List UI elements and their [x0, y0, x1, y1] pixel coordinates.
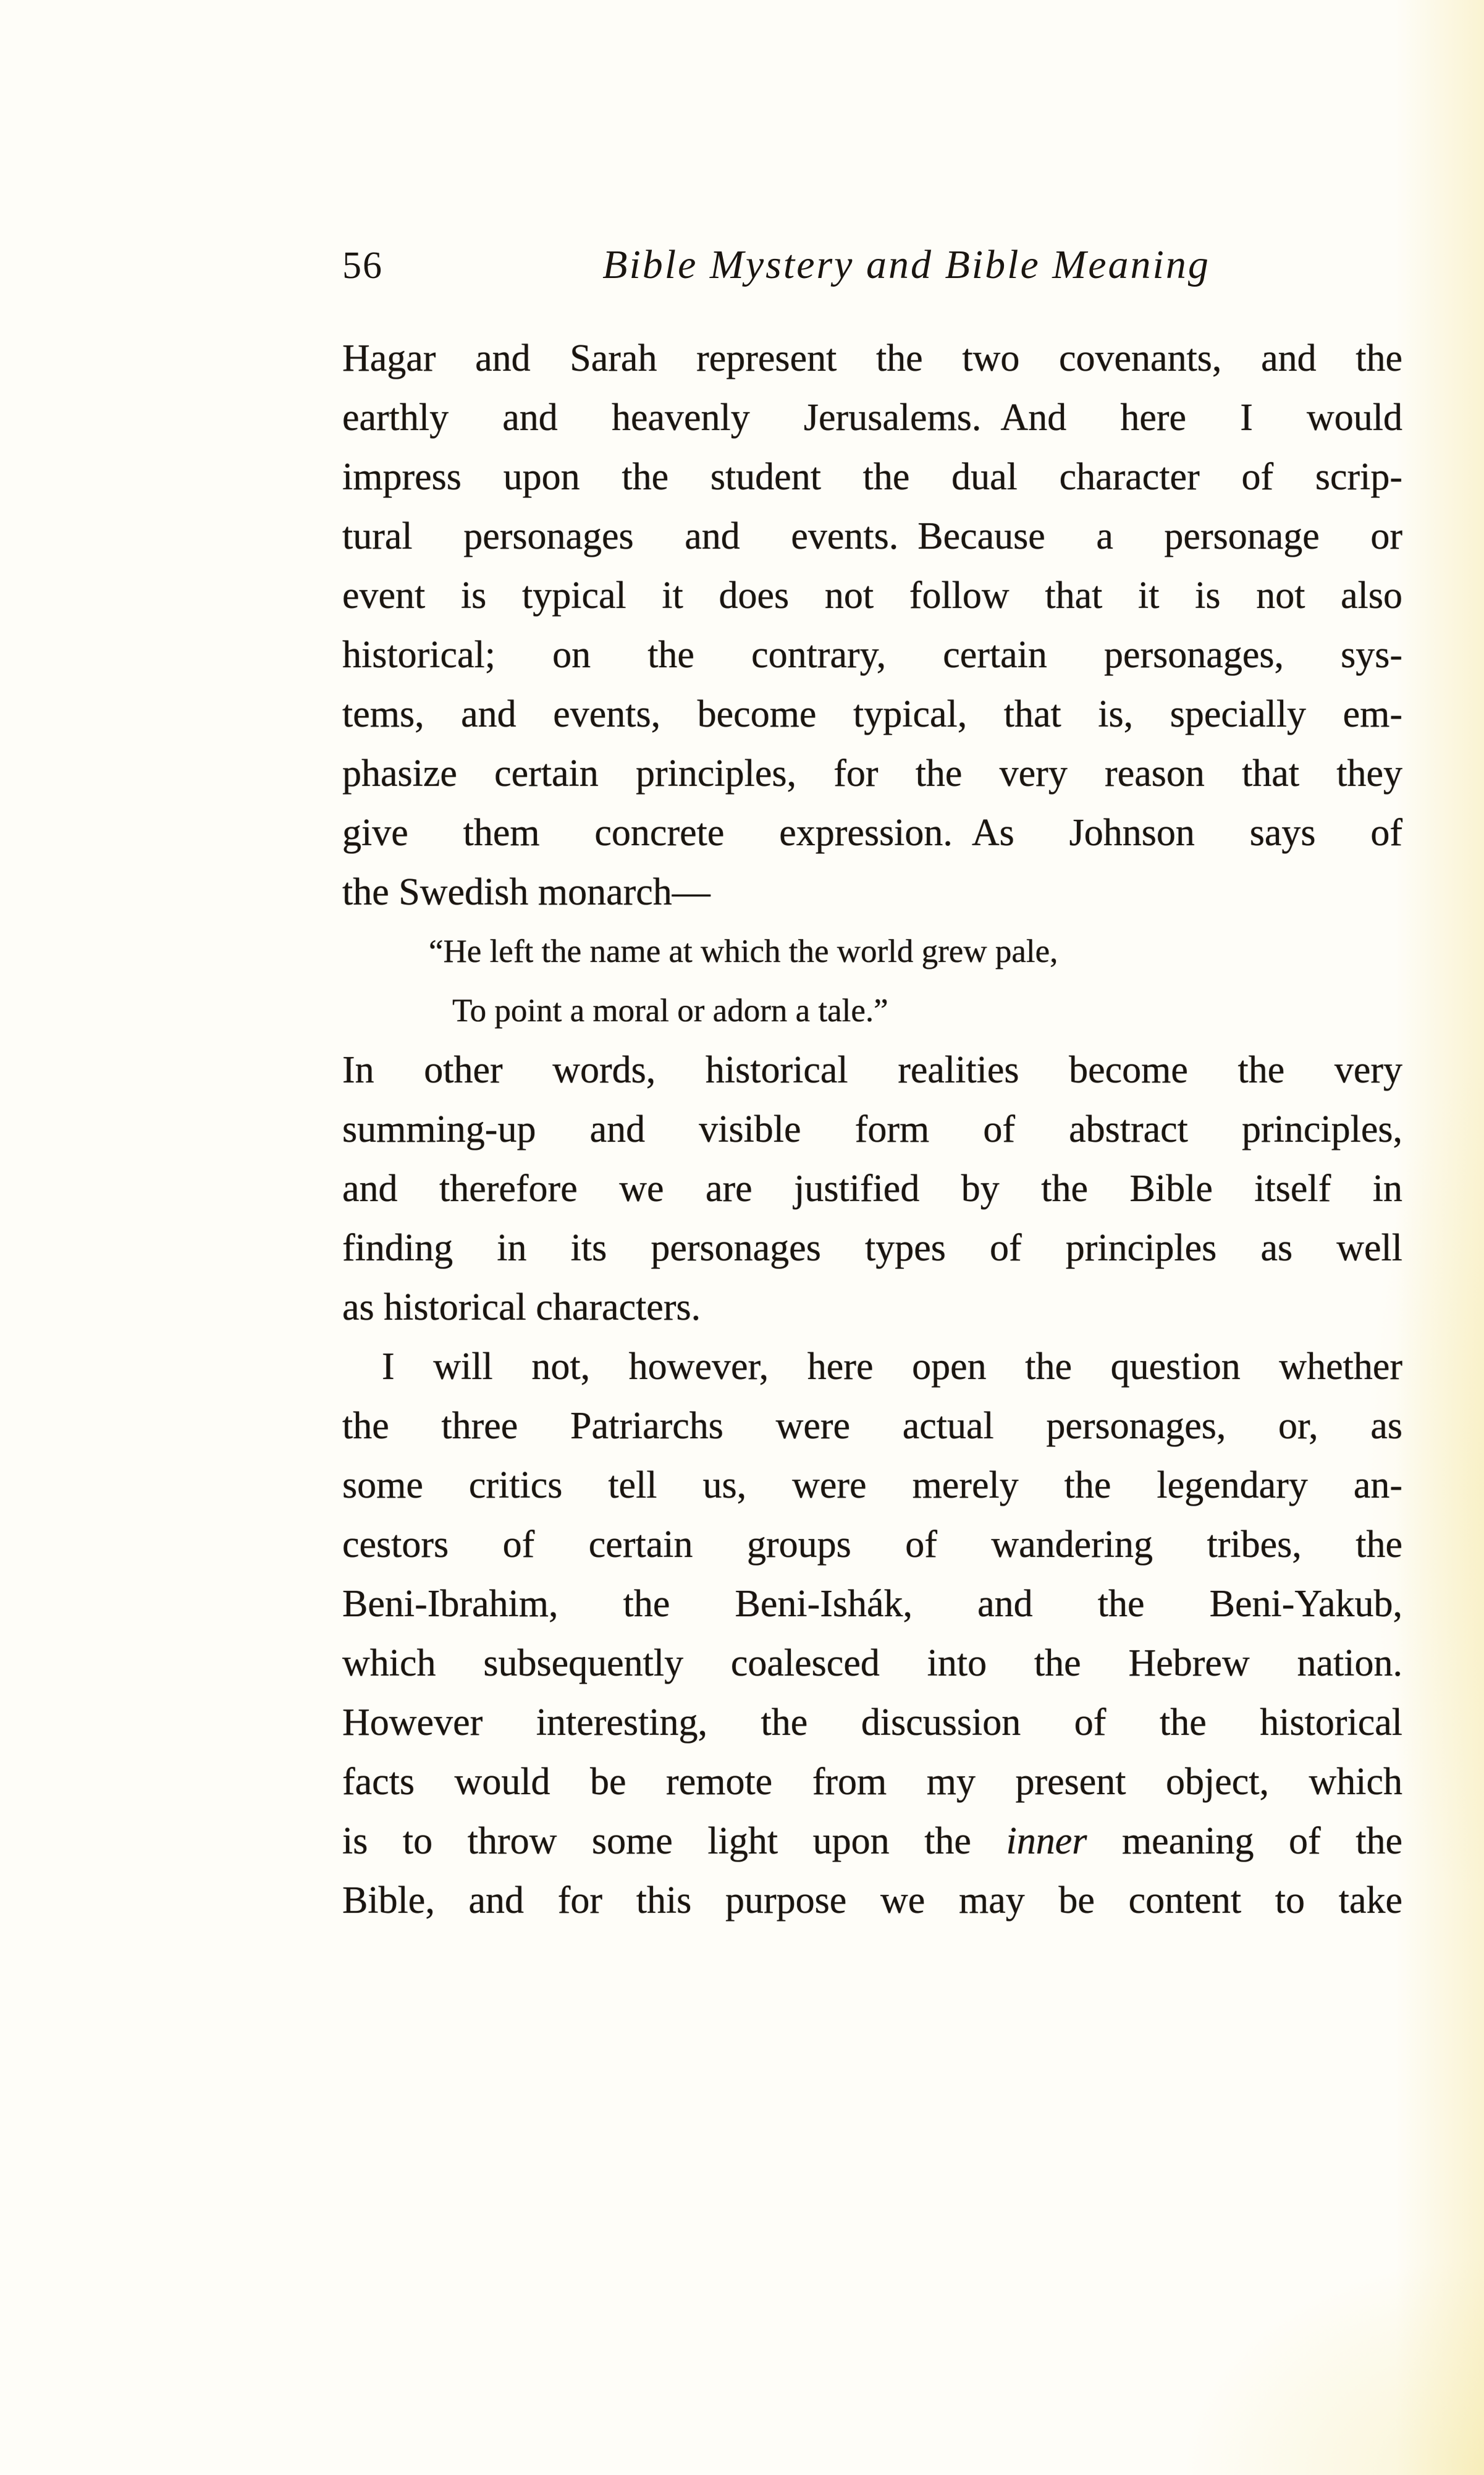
text-line: give them concrete expression. As Johnson says of: [342, 812, 1402, 854]
text-segment: meaning of the: [1087, 1820, 1402, 1862]
quote-line: “He left the name at which the world grew pale,: [429, 934, 1058, 969]
page-header: [342, 242, 1402, 287]
text-line: cestors of certain groups of wandering tribes, the: [342, 1524, 1402, 1566]
italic-word: inner: [1006, 1820, 1087, 1862]
text-line: However interesting, the discussion of the historical: [342, 1701, 1402, 1743]
text-line: impress upon the student the dual character of scrip-: [342, 456, 1402, 498]
running-title: Bible Mystery and Bible Meaning: [602, 242, 1210, 287]
text-column: [342, 242, 1402, 1930]
text-line-with-italic: [342, 1811, 1402, 1871]
text-line: the Swedish monarch—: [342, 871, 710, 913]
quote-line: To point a moral or adorn a tale.”: [452, 993, 888, 1029]
text-line: Hagar and Sarah represent the two covenants, and the: [342, 337, 1402, 379]
text-line: In other words, historical realities become the very: [342, 1049, 1402, 1091]
text-line: Beni-Ibrahim, the Beni-Ishák, and the Beni-Yakub,: [342, 1583, 1402, 1625]
text-line: tural personages and events. Because a personage or: [342, 515, 1402, 557]
text-line: Bible, and for this purpose we may be content to take: [342, 1879, 1402, 1921]
text-segment: is to throw some light upon the: [342, 1820, 1006, 1862]
text-line: finding in its personages types of principles as well: [342, 1227, 1402, 1269]
text-line: earthly and heavenly Jerusalems. And here I would: [342, 397, 1402, 439]
text-line: which subsequently coalesced into the Hebrew nation.: [342, 1642, 1402, 1684]
text-line: facts would be remote from my present object, which: [342, 1761, 1402, 1803]
page-body: [342, 329, 1402, 1930]
text-line: the three Patriarchs were actual personages, or, as: [342, 1405, 1402, 1447]
text-line: some critics tell us, were merely the legendary an-: [342, 1464, 1402, 1506]
text-line: summing-up and visible form of abstract principles,: [342, 1108, 1402, 1150]
text-line: event is typical it does not follow that it is not also: [342, 575, 1402, 617]
text-line: as historical characters.: [342, 1286, 701, 1328]
text-line: I will not, however, here open the question whether: [382, 1346, 1402, 1388]
text-line: phasize certain principles, for the very reason that they: [342, 753, 1402, 795]
page-number: 56: [342, 245, 383, 287]
text-line: historical; on the contrary, certain personages, sys-: [342, 634, 1402, 676]
text-line: and therefore we are justified by the Bible itself in: [342, 1168, 1402, 1210]
text-line: tems, and events, become typical, that is, specially em-: [342, 693, 1402, 735]
